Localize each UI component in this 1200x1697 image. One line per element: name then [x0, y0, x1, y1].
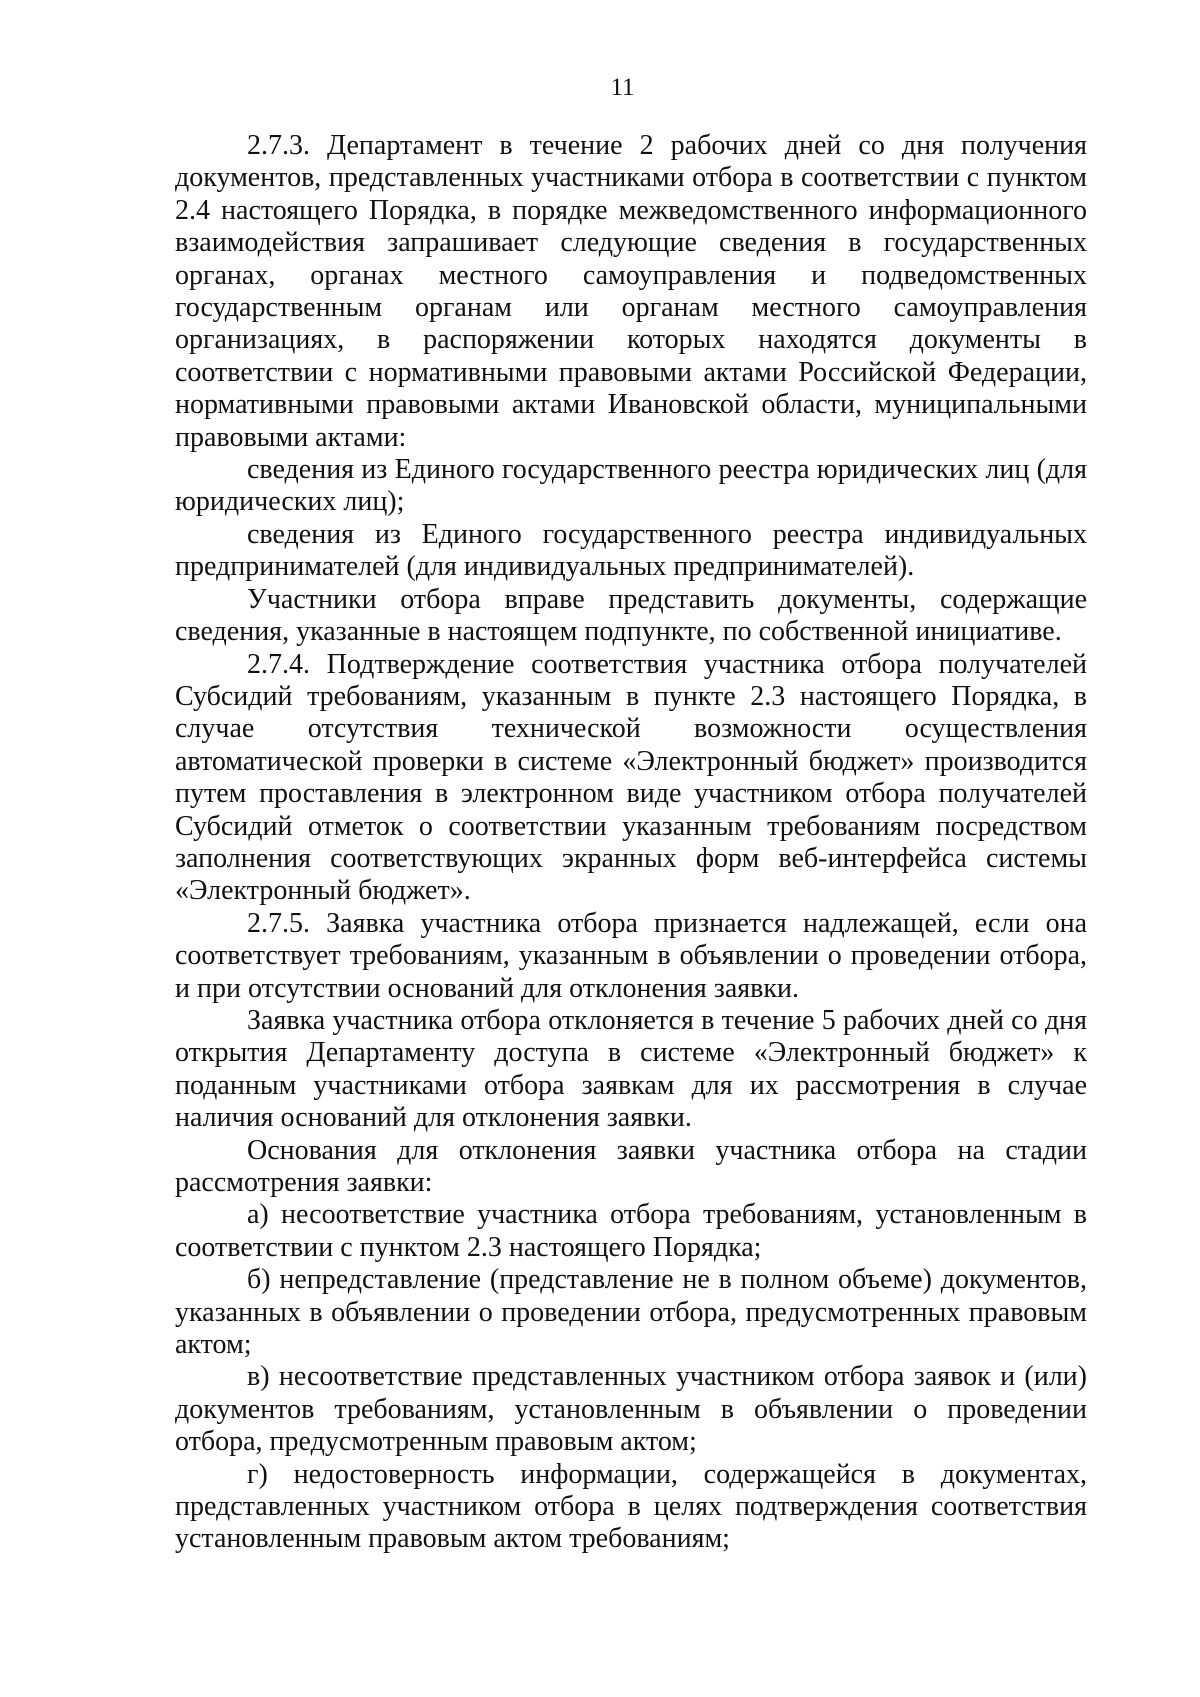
page-number: 11	[610, 74, 635, 101]
document-body	[175, 130, 1087, 1556]
list-item-b: б) непредставление (представление не в полном объеме) документов, указанных в объявлении о проведении отбора, предусмотренных правовым актом;	[175, 1264, 1087, 1361]
paragraph-2-7-5: 2.7.5. Заявка участника отбора признается надлежащей, если она соответствует требованиям, указанным в объявлении о проведении отбора, и при отсутствии оснований для отклонения заявки.	[175, 907, 1087, 1004]
paragraph-rejection-term: Заявка участника отбора отклоняется в течение 5 рабочих дней со дня открытия Департаменту доступа в системе «Электронный бюджет» к поданным участниками отбора заявкам для их рассмотрения в случае наличия оснований для отклонения заявки.	[175, 1004, 1087, 1134]
list-item-g: г) недостоверность информации, содержащейся в документах, представленных участником отбора в целях подтверждения соответствия установленным правовым актом требованиям;	[175, 1458, 1087, 1555]
paragraph-egrul-info: сведения из Единого государственного реестра юридических лиц (для юридических лиц);	[175, 454, 1087, 518]
paragraph-egrip-info: сведения из Единого государственного реестра индивидуальных предпринимателей (для индивидуальных предпринимателей).	[175, 518, 1087, 583]
list-item-a: а) несоответствие участника отбора требованиям, установленным в соответствии с пунктом 2.3 настоящего Порядка;	[175, 1199, 1087, 1263]
paragraph-2-7-4: 2.7.4. Подтверждение соответствия участника отбора получателей Субсидий требованиям, указанным в пункте 2.3 настоящего Порядка, в случае отсутствия технической возможности осуществления автоматической проверки в системе «Электронный бюджет» производится путем проставления в электронном виде участником отбора получателей Субсидий отметок о соответствии указанным требованиям посредством заполнения соответствующих экранных форм веб-интерфейса системы «Электронный бюджет».	[175, 648, 1087, 907]
paragraph-own-initiative: Участники отбора вправе представить документы, содержащие сведения, указанные в настоящем подпункте, по собственной инициативе.	[175, 583, 1087, 648]
list-item-v: в) несоответствие представленных участником отбора заявок и (или) документов требованиям, установленным в объявлении о проведении отбора, предусмотренным правовым актом;	[175, 1361, 1087, 1458]
paragraph-2-7-3: 2.7.3. Департамент в течение 2 рабочих дней со дня получения документов, представленных участниками отбора в соответствии с пунктом 2.4 настоящего Порядка, в порядке межведомственного информационного взаимодействия запрашивает следующие сведения в государственных органах, органах местного самоуправления и подведомственных государственным органам или органам местного самоуправления организациях, в распоряжении которых находятся документы в соответствии с нормативными правовыми актами Российской Федерации, нормативными правовыми актами Ивановской области, муниципальными правовыми актами:	[175, 130, 1087, 453]
paragraph-rejection-grounds: Основания для отклонения заявки участника отбора на стадии рассмотрения заявки:	[175, 1134, 1087, 1198]
